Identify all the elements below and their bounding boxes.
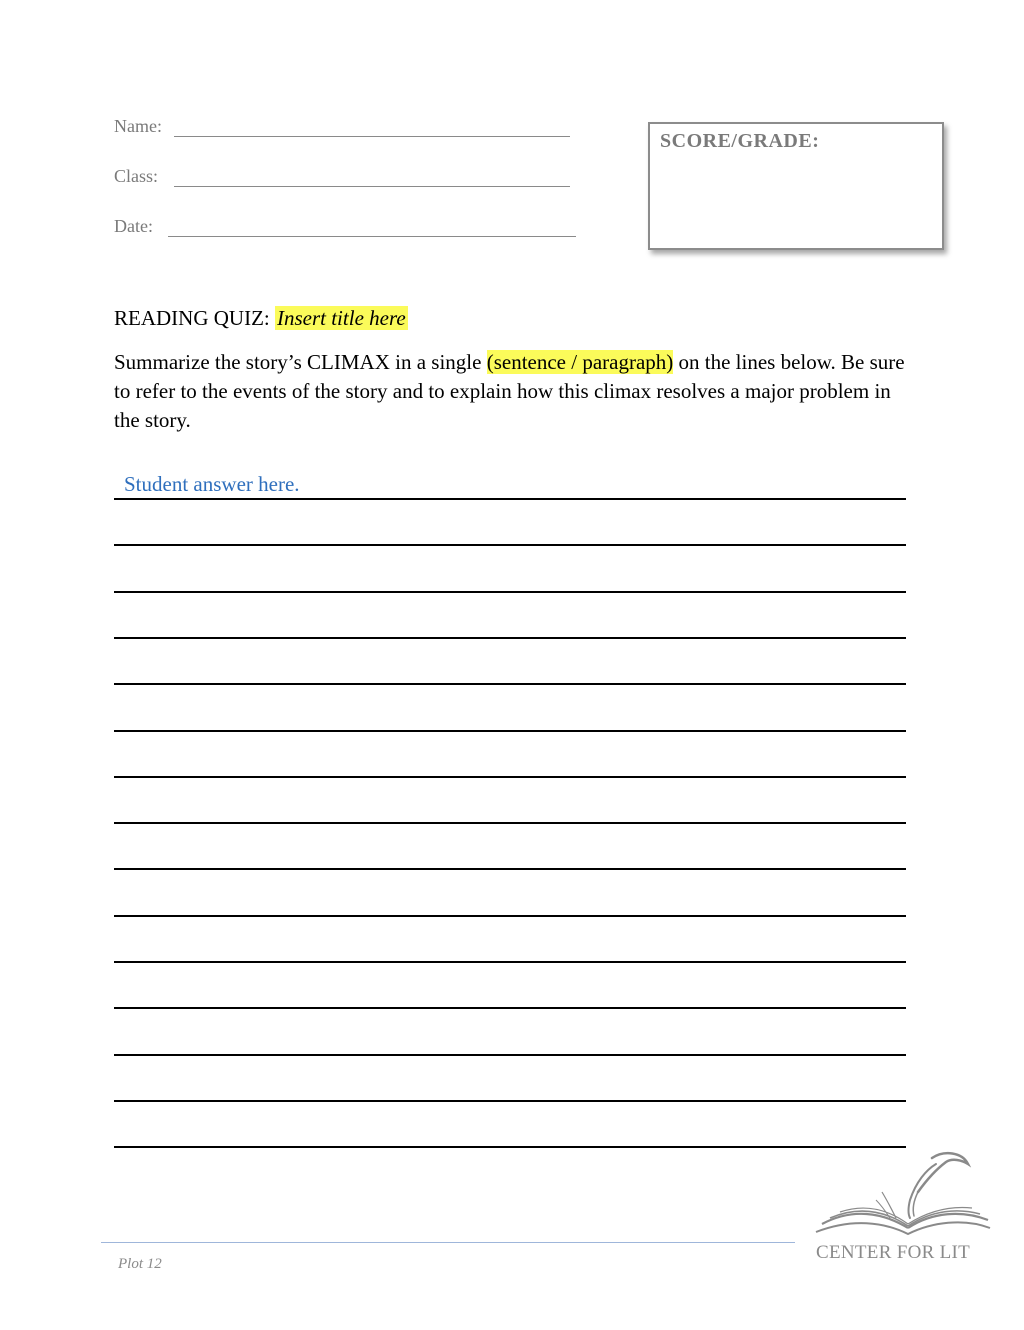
name-blank-line[interactable] bbox=[174, 136, 570, 137]
class-field[interactable] bbox=[114, 166, 158, 187]
answer-line[interactable] bbox=[114, 961, 906, 963]
quiz-title-prefix: READING QUIZ: bbox=[114, 306, 270, 330]
quiz-instructions bbox=[114, 348, 914, 435]
page-label: Plot 12 bbox=[118, 1256, 162, 1272]
answer-line[interactable] bbox=[114, 498, 906, 500]
answer-line[interactable] bbox=[114, 683, 906, 685]
instruction-part1: Summarize the story’s CLIMAX in a single bbox=[114, 350, 482, 374]
answer-line[interactable] bbox=[114, 1100, 906, 1102]
instruction-highlight[interactable]: (sentence / paragraph) bbox=[486, 350, 674, 374]
pelican-book-icon bbox=[812, 1148, 992, 1244]
answer-line[interactable] bbox=[114, 637, 906, 639]
quiz-title bbox=[114, 306, 408, 331]
name-field[interactable] bbox=[114, 116, 162, 137]
score-grade-title: SCORE/GRADE: bbox=[660, 130, 820, 152]
answer-line[interactable] bbox=[114, 1007, 906, 1009]
footer-rule bbox=[101, 1242, 795, 1243]
center-for-lit-logo bbox=[812, 1148, 992, 1268]
student-answer[interactable]: Student answer here. bbox=[124, 472, 300, 496]
answer-line[interactable] bbox=[114, 1146, 906, 1148]
answer-line[interactable] bbox=[114, 868, 906, 870]
answer-line[interactable] bbox=[114, 915, 906, 917]
class-blank-line[interactable] bbox=[174, 186, 570, 187]
answer-line[interactable] bbox=[114, 776, 906, 778]
quiz-title-placeholder[interactable]: Insert title here bbox=[276, 306, 406, 330]
class-label: Class: bbox=[114, 166, 159, 186]
score-grade-box[interactable] bbox=[648, 122, 944, 250]
answer-line[interactable] bbox=[114, 544, 906, 546]
name-label: Name: bbox=[114, 116, 162, 136]
date-label: Date: bbox=[114, 216, 153, 236]
logo-text: CENTER FOR LIT bbox=[816, 1242, 971, 1263]
date-field[interactable] bbox=[114, 216, 153, 237]
answer-line[interactable] bbox=[114, 730, 906, 732]
answer-line[interactable] bbox=[114, 1054, 906, 1056]
answer-line[interactable] bbox=[114, 591, 906, 593]
date-blank-line[interactable] bbox=[168, 236, 576, 237]
answer-line[interactable] bbox=[114, 822, 906, 824]
instruction-part2: on the lines below. Be sure to refer to the events of the story and to explain how this climax resolves a major problem in the story. bbox=[114, 350, 905, 432]
